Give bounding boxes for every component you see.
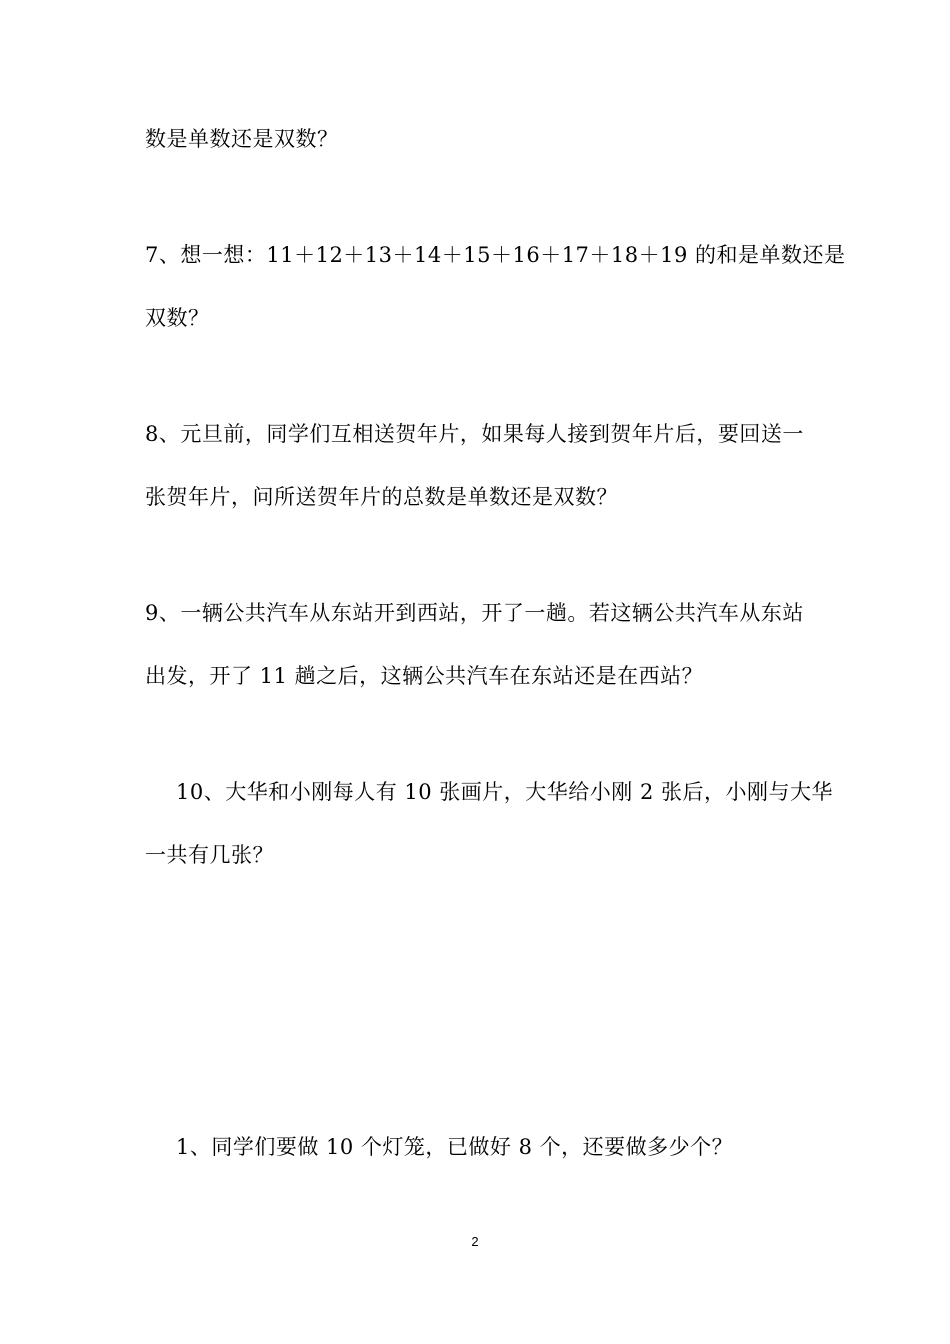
question-7-line-2: 双数？ — [145, 306, 210, 330]
new-section-question-1: 1、同学们要做 10 个灯笼，已做好 8 个，还要做多少个？ — [176, 1135, 734, 1159]
question-8-line-1: 8、元旦前，同学们互相送贺年片，如果每人接到贺年片后，要回送一 — [145, 422, 804, 446]
question-10-line-1: 10、大华和小刚每人有 10 张画片，大华给小刚 2 张后，小刚与大华 — [176, 780, 834, 804]
question-7-line-1: 7、想一想：11＋12＋13＋14＋15＋16＋17＋18＋19 的和是单数还是 — [145, 243, 846, 267]
question-8-line-2: 张贺年片，问所送贺年片的总数是单数还是双数？ — [145, 485, 618, 509]
question-9-line-1: 9、一辆公共汽车从东站开到西站，开了一趟。若这辆公共汽车从东站 — [145, 601, 804, 625]
question-10-line-2: 一共有几张？ — [145, 843, 274, 867]
page-number: 2 — [471, 1234, 479, 1249]
question-6-line-2: 数是单数还是双数？ — [145, 127, 339, 151]
question-9-line-2: 出发，开了 11 趟之后，这辆公共汽车在东站还是在西站？ — [145, 664, 704, 688]
